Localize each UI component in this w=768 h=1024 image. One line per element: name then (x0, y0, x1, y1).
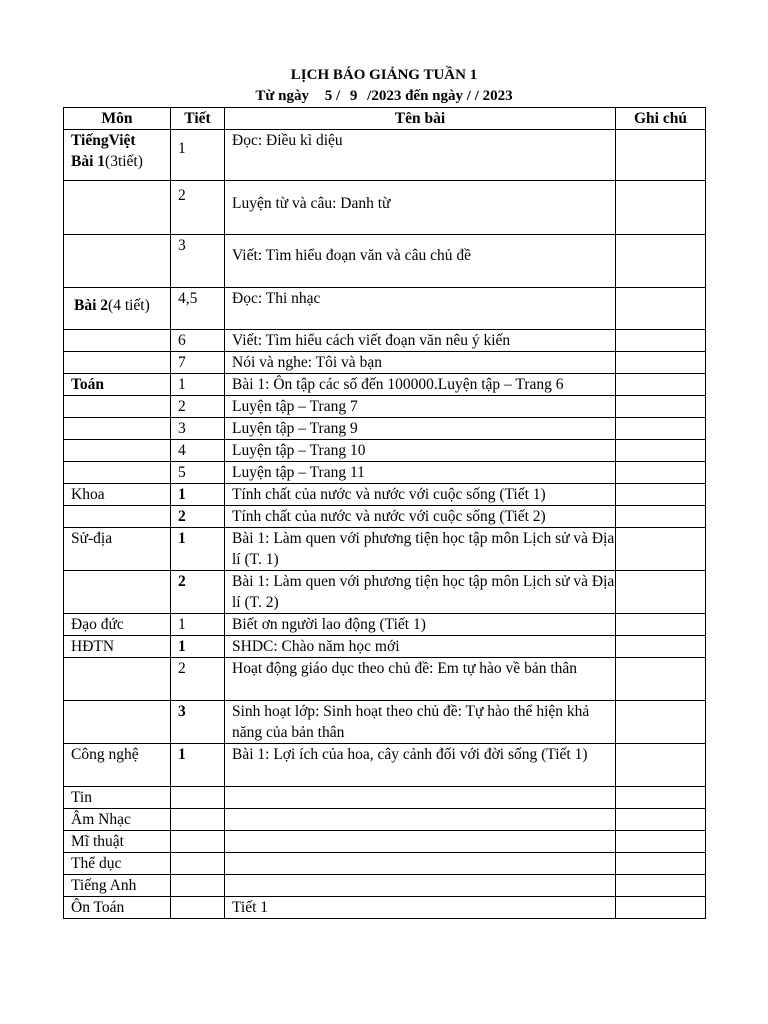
period-cell: 5 (171, 462, 225, 484)
period-cell: 7 (171, 352, 225, 374)
lesson-title-cell: Luyện từ và câu: Danh từ (225, 181, 616, 235)
period-cell: 4,5 (171, 288, 225, 330)
period-cell: 1 (171, 636, 225, 658)
table-row (64, 288, 706, 330)
period-cell (171, 787, 225, 809)
subject-cell (64, 418, 171, 440)
period-cell (171, 809, 225, 831)
table-row (64, 636, 706, 658)
subject-cell (64, 181, 171, 235)
note-cell (616, 744, 706, 787)
table-row (64, 831, 706, 853)
period-cell: 1 (171, 614, 225, 636)
subject-cell: Tiếng Anh (64, 875, 171, 897)
subject-cell (64, 330, 171, 352)
lesson-title-cell: Đọc: Thi nhạc (225, 288, 616, 330)
lesson-title-cell (225, 853, 616, 875)
column-header-tiet: Tiết (171, 108, 225, 130)
note-cell (616, 352, 706, 374)
lesson-title-cell: Bài 1: Làm quen với phương tiện học tập môn Lịch sử và Địa lí (T. 1) (225, 528, 616, 571)
table-row (64, 484, 706, 506)
period-cell: 2 (171, 396, 225, 418)
note-cell (616, 130, 706, 181)
lesson-title-cell: Bài 1: Lợi ích của hoa, cây cảnh đối với đời sống (Tiết 1) (225, 744, 616, 787)
note-cell (616, 288, 706, 330)
table-header-row (64, 108, 706, 130)
period-cell: 1 (171, 744, 225, 787)
subject-cell (64, 352, 171, 374)
lesson-title-cell: Tính chất của nước và nước với cuộc sống (Tiết 2) (225, 506, 616, 528)
subtitle-rest: /2023 đến ngày / / 2023 (367, 88, 513, 104)
lesson-schedule-table (63, 107, 706, 919)
column-header-ten-bai: Tên bài (225, 108, 616, 130)
table-row (64, 352, 706, 374)
note-cell (616, 831, 706, 853)
lesson-title-cell: Sinh hoạt lớp: Sinh hoạt theo chủ đề: Tự hào thể hiện khả năng của bản thân (225, 701, 616, 744)
table-row (64, 701, 706, 744)
note-cell (616, 658, 706, 701)
period-cell: 2 (171, 506, 225, 528)
lesson-title-cell: Bài 1: Ôn tập các số đến 100000.Luyện tập – Trang 6 (225, 374, 616, 396)
lesson-title-cell: Biết ơn người lao động (Tiết 1) (225, 614, 616, 636)
table-row (64, 658, 706, 701)
lesson-group-note: (3tiết) (105, 153, 143, 170)
subject-cell: Khoa (64, 484, 171, 506)
lesson-title-cell: Luyện tập – Trang 9 (225, 418, 616, 440)
subject-cell (64, 571, 171, 614)
period-cell: 1 (171, 130, 225, 181)
table-row (64, 330, 706, 352)
subject-cell (64, 658, 171, 701)
table-row (64, 744, 706, 787)
table-row (64, 130, 706, 181)
table-row (64, 809, 706, 831)
column-header-ghi-chu: Ghi chú (616, 108, 706, 130)
period-cell: 3 (171, 701, 225, 744)
table-row (64, 614, 706, 636)
lesson-title-cell: Luyện tập – Trang 10 (225, 440, 616, 462)
lesson-title-cell: Luyện tập – Trang 11 (225, 462, 616, 484)
note-cell (616, 374, 706, 396)
subject-cell: Thể dục (64, 853, 171, 875)
period-cell: 3 (171, 418, 225, 440)
period-cell: 1 (171, 484, 225, 506)
lesson-title-cell (225, 809, 616, 831)
lesson-title-cell (225, 831, 616, 853)
note-cell (616, 506, 706, 528)
period-cell (171, 875, 225, 897)
table-row (64, 374, 706, 396)
table-row (64, 571, 706, 614)
subject-name: TiếngViệt (71, 132, 136, 149)
subject-cell: Ôn Toán (64, 897, 171, 919)
note-cell (616, 418, 706, 440)
subject-cell: Công nghệ (64, 744, 171, 787)
page-title: LỊCH BÁO GIẢNG TUẦN 1 (290, 67, 478, 83)
lesson-title-cell: Hoạt động giáo dục theo chủ đề: Em tự hào về bản thân (225, 658, 616, 701)
subject-cell (64, 506, 171, 528)
table-row (64, 418, 706, 440)
table-row (64, 787, 706, 809)
period-cell: 2 (171, 181, 225, 235)
period-cell (171, 853, 225, 875)
lesson-title-cell (225, 875, 616, 897)
period-cell (171, 831, 225, 853)
subject-cell: Sử-địa (64, 528, 171, 571)
period-cell: 4 (171, 440, 225, 462)
subject-cell (64, 235, 171, 288)
lesson-title-cell: Viết: Tìm hiểu đoạn văn và câu chủ đề (225, 235, 616, 288)
note-cell (616, 614, 706, 636)
note-cell (616, 462, 706, 484)
table-row (64, 396, 706, 418)
subject-cell: Âm Nhạc (64, 809, 171, 831)
note-cell (616, 571, 706, 614)
lesson-title-cell: Nói và nghe: Tôi và bạn (225, 352, 616, 374)
subject-cell (64, 462, 171, 484)
lesson-title-cell: SHDC: Chào năm học mới (225, 636, 616, 658)
lesson-group-bold: Bài 2 (74, 297, 109, 314)
lesson-group-bold: Bài 1 (71, 153, 106, 170)
table-row (64, 181, 706, 235)
lesson-title-cell: Tính chất của nước và nước với cuộc sống (Tiết 1) (225, 484, 616, 506)
note-cell (616, 235, 706, 288)
period-cell: 1 (171, 528, 225, 571)
table-row (64, 440, 706, 462)
table-row (64, 462, 706, 484)
lesson-title-cell: Tiết 1 (225, 897, 616, 919)
subtitle-prefix: Từ ngày (255, 88, 309, 104)
note-cell (616, 330, 706, 352)
period-cell: 3 (171, 235, 225, 288)
subject-cell (64, 701, 171, 744)
note-cell (616, 853, 706, 875)
note-cell (616, 787, 706, 809)
period-cell: 2 (171, 571, 225, 614)
subject-cell (64, 288, 171, 330)
table-row (64, 528, 706, 571)
lesson-group-note: (4 tiết) (108, 297, 150, 314)
subject-cell: Đạo đức (64, 614, 171, 636)
period-cell: 6 (171, 330, 225, 352)
lesson-title-cell: Đọc: Điều kì diệu (225, 130, 616, 181)
note-cell (616, 484, 706, 506)
note-cell (616, 875, 706, 897)
note-cell (616, 701, 706, 744)
subject-cell: Mĩ thuật (64, 831, 171, 853)
lesson-title-cell: Luyện tập – Trang 7 (225, 396, 616, 418)
period-cell (171, 897, 225, 919)
date-range-subtitle (0, 87, 768, 105)
period-cell: 1 (171, 374, 225, 396)
table-row (64, 235, 706, 288)
table-row (64, 897, 706, 919)
note-cell (616, 528, 706, 571)
table-row (64, 506, 706, 528)
lesson-title-cell (225, 787, 616, 809)
note-cell (616, 181, 706, 235)
subject-cell: Tin (64, 787, 171, 809)
subject-cell: Toán (64, 374, 171, 396)
note-cell (616, 809, 706, 831)
lesson-title-cell: Viết: Tìm hiểu cách viết đoạn văn nêu ý kiến (225, 330, 616, 352)
subject-cell (64, 130, 171, 181)
note-cell (616, 897, 706, 919)
subtitle-month: 9 (349, 88, 358, 104)
table-row (64, 853, 706, 875)
subject-cell (64, 396, 171, 418)
note-cell (616, 440, 706, 462)
subtitle-day: 5 / (324, 88, 341, 104)
note-cell (616, 396, 706, 418)
lesson-title-cell: Bài 1: Làm quen với phương tiện học tập môn Lịch sử và Địa lí (T. 2) (225, 571, 616, 614)
note-cell (616, 636, 706, 658)
period-cell: 2 (171, 658, 225, 701)
table-row (64, 875, 706, 897)
column-header-mon: Môn (64, 108, 171, 130)
subject-cell: HĐTN (64, 636, 171, 658)
subject-cell (64, 440, 171, 462)
